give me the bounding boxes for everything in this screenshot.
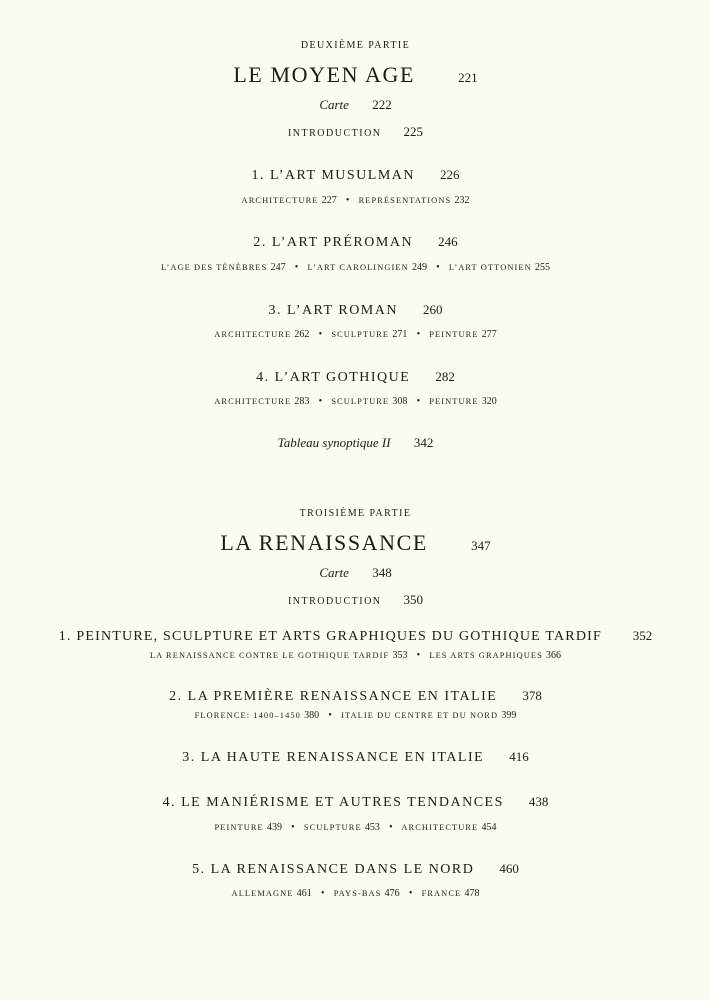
subentry-label: LES ARTS GRAPHIQUES [429, 651, 543, 660]
part-title [0, 62, 711, 88]
entry-label: INTRODUCTION [287, 128, 382, 139]
page-number: 232 [454, 195, 470, 206]
chapter-subentries [0, 195, 711, 206]
chapter-subentries [0, 262, 711, 273]
chapter-subentries [0, 710, 711, 721]
page-number: 439 [266, 822, 282, 833]
chapter-entry[interactable] [0, 167, 711, 184]
subentry-label: ARCHITECTURE [241, 196, 319, 205]
subentry-label: ARCHITECTURE [214, 330, 292, 339]
chapter-subentries [0, 329, 711, 340]
chapter-title: 1. L’ART MUSULMAN [251, 168, 415, 183]
toc-entry-introduction[interactable] [0, 592, 711, 608]
subentry-label: PEINTURE [214, 823, 264, 832]
page-number: 366 [546, 650, 562, 661]
chapter-title: 5. LA RENAISSANCE DANS LE NORD [192, 862, 475, 877]
chapter-entry[interactable] [0, 302, 711, 319]
separator-dot: • [318, 396, 323, 407]
page-number: 478 [464, 888, 480, 899]
page-number: 438 [528, 794, 549, 809]
separator-dot: • [318, 329, 323, 340]
subentry-label: SCULPTURE [331, 330, 390, 339]
toc-entry-tableau-synoptique[interactable] [0, 435, 711, 451]
part-title-text: LE MOYEN AGE [233, 62, 416, 87]
page-number: 476 [384, 888, 400, 899]
page-number: 347 [471, 538, 491, 553]
subentry-label: L’ART CAROLINGIEN [307, 263, 409, 272]
page-number: 453 [364, 822, 380, 833]
chapter-subentries [0, 822, 711, 833]
page-number: 260 [422, 302, 443, 317]
page-number: 352 [632, 628, 653, 643]
entry-label: INTRODUCTION [287, 596, 382, 607]
subentry-label: SCULPTURE [303, 823, 362, 832]
separator-dot: • [416, 650, 421, 661]
separator-dot: • [328, 710, 332, 721]
subentry-label: L’ART OTTONIEN [448, 263, 532, 272]
separator-dot: • [345, 195, 350, 206]
page-number: 255 [534, 262, 550, 273]
page-number: 221 [458, 70, 478, 85]
chapter-entry[interactable] [0, 688, 711, 705]
page-number: 308 [392, 396, 408, 407]
chapter-entry[interactable] [0, 794, 711, 811]
part-label [0, 508, 711, 519]
subentry-label: LA RENAISSANCE CONTRE LE GOTHIQUE TARDIF [149, 651, 390, 660]
page-number: 277 [481, 329, 497, 340]
separator-dot: • [291, 822, 295, 833]
chapter-title: 4. L’ART GOTHIQUE [256, 370, 411, 385]
page-number: 249 [411, 262, 427, 273]
chapter-entry[interactable] [0, 749, 711, 766]
page-number: 399 [501, 710, 517, 721]
separator-dot: • [416, 396, 421, 407]
subentry-label: FRANCE [421, 889, 462, 898]
separator-dot: • [408, 888, 413, 899]
page-number: 227 [321, 195, 337, 206]
chapter-subentries [0, 396, 711, 407]
part-label-text: TROISIÈME PARTIE [299, 508, 412, 519]
page-number: 283 [294, 396, 310, 407]
part-title-text: LA RENAISSANCE [220, 530, 428, 555]
chapter-title: 1. PEINTURE, SCULPTURE ET ARTS GRAPHIQUES DU GOTHIQUE TARDIF [58, 629, 602, 644]
page-number: 342 [413, 435, 434, 450]
subentry-label: ALLEMAGNE [231, 889, 294, 898]
subentry-label: FLORENCE: 1400–1450 [194, 711, 301, 720]
entry-label: Carte [319, 565, 349, 580]
subentry-label: ITALIE DU CENTRE ET DU NORD [341, 711, 499, 720]
chapter-title: 2. L’ART PRÉROMAN [253, 235, 414, 250]
separator-dot: • [320, 888, 325, 899]
separator-dot: • [416, 329, 421, 340]
subentry-label: REPRÉSENTATIONS [358, 196, 452, 205]
subentry-label: L’AGE DES TÉNÈBRES [161, 263, 268, 272]
page-number: 271 [392, 329, 408, 340]
chapter-title: 2. LA PREMIÈRE RENAISSANCE EN ITALIE [169, 689, 498, 704]
page-number: 262 [294, 329, 310, 340]
toc-entry-carte[interactable] [0, 97, 711, 113]
page-number: 350 [403, 592, 424, 607]
page-number: 380 [304, 710, 320, 721]
subentry-label: ARCHITECTURE [214, 397, 292, 406]
chapter-subentries [0, 888, 711, 899]
chapter-entry[interactable] [0, 369, 711, 386]
part-title [0, 530, 711, 556]
subentry-label: PEINTURE [429, 330, 479, 339]
page-number: 247 [270, 262, 286, 273]
separator-dot: • [294, 262, 299, 273]
subentry-label: PAYS-BAS [333, 889, 382, 898]
subentry-label: PEINTURE [429, 397, 479, 406]
page-number: 222 [372, 97, 392, 112]
chapter-title: 4. LE MANIÉRISME ET AUTRES TENDANCES [162, 795, 504, 810]
page-number: 348 [372, 565, 392, 580]
chapter-subentries [0, 650, 711, 661]
separator-dot: • [436, 262, 440, 273]
entry-label: Carte [319, 97, 349, 112]
page-number: 454 [481, 822, 497, 833]
page-number: 353 [392, 650, 408, 661]
page-number: 416 [509, 749, 529, 764]
subentry-label: SCULPTURE [331, 397, 390, 406]
toc-entry-introduction[interactable] [0, 124, 711, 140]
toc-entry-carte[interactable] [0, 565, 711, 581]
page-number: 320 [481, 396, 497, 407]
chapter-entry[interactable] [0, 234, 711, 251]
part-label-text: DEUXIÈME PARTIE [300, 40, 411, 51]
page-number: 461 [296, 888, 312, 899]
subentry-label: ARCHITECTURE [401, 823, 479, 832]
chapter-title: 3. LA HAUTE RENAISSANCE EN ITALIE [182, 750, 485, 765]
separator-dot: • [389, 822, 393, 833]
page-number: 282 [435, 369, 455, 384]
chapter-entry[interactable] [0, 861, 711, 878]
part-label [0, 40, 711, 51]
entry-label: Tableau synoptique II [277, 435, 391, 450]
page-number: 460 [499, 861, 519, 876]
page-number: 378 [522, 688, 542, 703]
page-number: 246 [438, 234, 458, 249]
chapter-entry[interactable] [0, 628, 711, 645]
page-number: 226 [440, 167, 460, 182]
chapter-title: 3. L’ART ROMAN [268, 303, 398, 318]
page-number: 225 [403, 124, 424, 139]
